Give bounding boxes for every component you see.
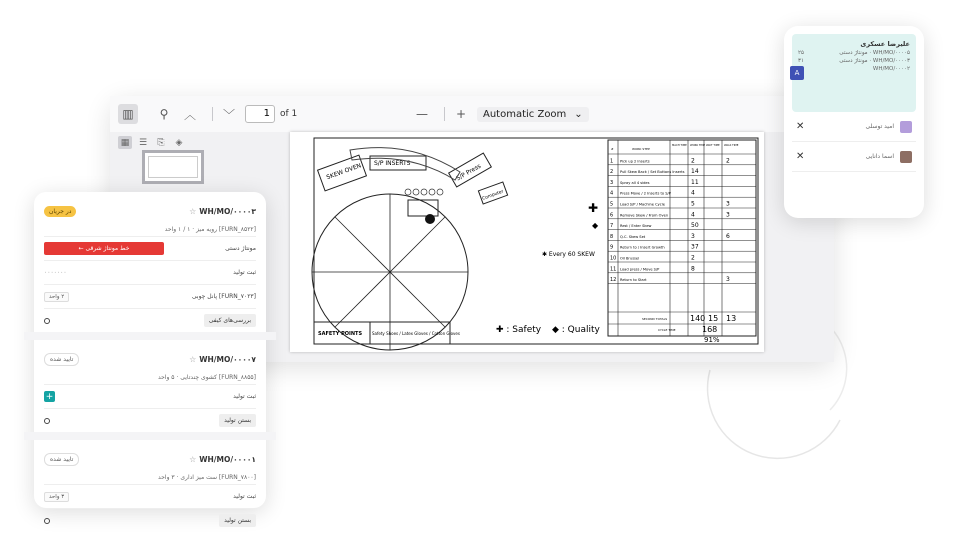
zoom-select[interactable]: [477, 107, 589, 122]
cycle-time-label: CYCLE TIME: [658, 328, 676, 332]
section-divider: [24, 432, 276, 440]
previous-page-icon[interactable]: ︿: [183, 107, 196, 122]
workcenter-button[interactable]: خط مونتاژ شرقی ←: [44, 242, 164, 255]
work-step-table: [608, 140, 756, 344]
step-number: 10: [610, 255, 617, 262]
serial-placeholder[interactable]: ۰۰۰۰۰۰۰: [44, 269, 67, 276]
work-order-ref: WH/MO/۰۰۰۰۳: [199, 206, 256, 216]
table-header-walk-time: WALK TIME: [724, 144, 739, 147]
next-page-icon[interactable]: ﹀: [222, 107, 235, 122]
close-production-row: [44, 408, 256, 432]
step-work-time: 2: [691, 254, 695, 262]
step-work-time: 8: [691, 265, 695, 273]
svg-text:✚: ✚: [588, 201, 599, 215]
register-production-row: [44, 384, 256, 408]
close-production-button[interactable]: بستن تولید: [219, 514, 256, 527]
cycle-time-value: 168: [702, 325, 718, 334]
operator-row[interactable]: [792, 112, 916, 142]
totals-label: SECOND TOTALS: [642, 317, 668, 321]
page-number-input[interactable]: 1: [245, 105, 275, 123]
step-description: Load press / Move S/P: [620, 267, 660, 272]
quantity-chip[interactable]: ۳ واحد: [44, 492, 69, 502]
section-divider: [24, 332, 276, 340]
active-operator[interactable]: [792, 34, 916, 112]
pdf-toolbar: [110, 96, 834, 132]
zoom-out-button[interactable]: —: [416, 107, 428, 121]
work-order-product: [FURN_۷۸۰۰] ست میز اداری · ۳ واحد: [158, 473, 256, 481]
step-description: Remove Skew / From Oven: [620, 213, 669, 218]
work-standard-sheet: [290, 132, 764, 352]
legend-quality: ◆ : Quality: [552, 325, 600, 335]
walk-total: 13: [726, 314, 737, 323]
star-icon[interactable]: ☆: [189, 354, 197, 364]
operator-name: اسما دانایی: [865, 153, 894, 160]
page-count-label: of 1: [280, 109, 298, 119]
operator-task: [798, 50, 910, 56]
work-order-title: [189, 455, 256, 464]
table-header-work-time: WORK TIME: [690, 144, 706, 147]
component-label: [FURN_۷۰۲۳] پانل چوبی: [191, 293, 256, 300]
step-work-time: 4: [691, 211, 695, 219]
outline-view-icon[interactable]: ☰: [138, 137, 148, 148]
step-description: Press Move / 2 Inserts to S/P: [620, 191, 671, 196]
step-work-time: 37: [691, 243, 699, 251]
step-work-time: 2: [691, 157, 695, 165]
close-production-row: [44, 508, 256, 532]
register-production-label: ثبت تولید: [233, 393, 256, 400]
step-walk-time: 3: [726, 211, 730, 219]
add-icon[interactable]: +: [45, 391, 54, 402]
every-skew-note: ✱ Every 60 SKEW: [542, 251, 595, 258]
avatar: [900, 121, 912, 133]
quantity-chip[interactable]: ۲ واحد: [44, 292, 69, 302]
operator-row[interactable]: [792, 142, 916, 172]
record-icon[interactable]: [44, 418, 50, 424]
thumbnails-view-icon[interactable]: ▦: [118, 136, 132, 149]
record-icon[interactable]: [44, 518, 50, 524]
pdf-page: [290, 132, 764, 352]
safety-note: Safety Shoes / Latex Gloves / Cotton Gloves: [372, 331, 460, 336]
step-number: 5: [610, 201, 614, 208]
task-label: WH/MO/۰۰۰۰۲: [872, 66, 910, 72]
operation-label: مونتاژ دستی: [225, 245, 256, 252]
search-icon[interactable]: ⚲: [159, 107, 169, 121]
step-number: 4: [610, 190, 614, 197]
skew-oven-label: SKEW OVEN: [325, 162, 363, 182]
star-icon[interactable]: ☆: [189, 454, 197, 464]
task-duration: ۲۵: [798, 50, 804, 56]
zoom-controls: [412, 104, 589, 124]
work-order-2[interactable]: [34, 348, 266, 432]
work-total: 140: [690, 314, 706, 323]
toolbar-divider: [212, 107, 213, 121]
operator-task: [798, 66, 910, 72]
cycle-percent: 91%: [704, 336, 720, 344]
step-description: Pull Skew Back / Set Buttons Inserts: [620, 170, 685, 175]
svg-text:◆: ◆: [592, 221, 599, 230]
close-icon[interactable]: ✕: [796, 121, 805, 132]
register-production-row: [44, 484, 256, 508]
task-label: WH/MO/۰۰۰۰۳ · مونتاژ دستی: [839, 58, 910, 64]
sip-press-label: S/P Press: [455, 162, 483, 183]
step-work-time: 5: [691, 200, 695, 208]
work-order-3[interactable]: [34, 448, 266, 532]
step-number: 7: [610, 223, 614, 230]
close-icon[interactable]: ✕: [796, 151, 805, 162]
avatar: [900, 151, 912, 163]
step-description: Return to / Insert Growth: [620, 245, 665, 250]
work-order-ref: WH/MO/۰۰۰۰۷: [199, 354, 256, 364]
step-walk-time: 3: [726, 200, 730, 208]
step-number: 8: [610, 233, 614, 240]
register-production-row: [44, 260, 256, 284]
quality-check-row: [44, 308, 256, 332]
work-order-product: [FURN_۸۵۲۲] رویه میز · ۱ / ۱ واحد: [164, 225, 256, 233]
task-label: WH/MO/۰۰۰۰۵ · مونتاژ دستی: [839, 50, 910, 56]
step-description: Q.C. Skew Set: [620, 234, 646, 239]
sip-inserts-label: S/P INSERTS: [374, 160, 411, 167]
work-order-1[interactable]: [34, 200, 266, 332]
step-work-time: 4: [691, 189, 695, 197]
step-description: Pick up 2 Inserts: [620, 159, 650, 164]
step-number: 6: [610, 212, 614, 219]
step-number: 11: [610, 266, 617, 273]
step-description: Load S/P / Machine Cycle: [620, 202, 665, 207]
computer-label: Computer: [481, 189, 505, 202]
zoom-in-button[interactable]: +: [455, 107, 467, 121]
task-duration: ۳۱: [798, 58, 804, 64]
operation-row: [44, 236, 256, 260]
step-work-time: 11: [691, 178, 699, 186]
component-row: [44, 284, 256, 308]
step-number: 1: [610, 158, 614, 165]
zoom-select-value: Automatic Zoom: [483, 108, 567, 120]
register-production-label: ثبت تولید: [233, 269, 256, 276]
operator-name: علیرضا عسکری: [860, 40, 910, 48]
step-number: 9: [610, 244, 614, 251]
status-badge: در جریان: [44, 206, 76, 217]
step-walk-time: 6: [726, 232, 730, 240]
chevron-down-icon: ⌄: [574, 108, 583, 120]
work-orders-card: [34, 192, 266, 524]
step-number: 2: [610, 169, 614, 176]
work-order-title: [189, 355, 256, 364]
operator-task: [798, 58, 910, 64]
page-thumbnail[interactable]: [142, 150, 204, 184]
step-walk-time: 2: [726, 157, 730, 165]
document-area: [224, 132, 834, 362]
wait-total: 15: [708, 314, 719, 323]
step-work-time: 3: [691, 232, 695, 240]
table-header-work-step: WORK STEP: [632, 147, 650, 151]
avatar: A: [790, 66, 804, 80]
work-order-title: [189, 207, 256, 216]
layers-view-icon[interactable]: ◈: [175, 137, 183, 148]
close-production-button[interactable]: بستن تولید: [219, 414, 256, 427]
work-order-ref: WH/MO/۰۰۰۰۱: [199, 454, 256, 464]
star-icon[interactable]: ☆: [189, 206, 197, 216]
table-header-mach-time: MACH TIME: [672, 144, 687, 147]
step-description: Return to Start: [620, 278, 647, 283]
table-header-wait-time: WAIT TIME: [706, 144, 720, 147]
status-badge: تایید شده: [44, 353, 79, 366]
status-badge: تایید شده: [44, 453, 79, 466]
quality-check-button[interactable]: بررسی‌های کیفی: [204, 314, 256, 327]
step-number: 12: [610, 277, 617, 284]
step-number: 3: [610, 179, 614, 186]
legend-safety: ✚ : Safety: [496, 325, 542, 335]
safety-points-label: SAFETY POINTS: [318, 331, 363, 337]
step-walk-time: 3: [726, 276, 730, 284]
step-description: Oil Brussel: [620, 256, 640, 261]
step-description: Rest / Enter Skew: [620, 224, 652, 229]
register-production-label: ثبت تولید: [233, 493, 256, 500]
step-work-time: 14: [691, 168, 699, 176]
attachments-view-icon[interactable]: ⎘: [157, 137, 165, 148]
work-order-product: [FURN_۸۸۵۵] کشوی چندتایی · ۵ واحد: [157, 373, 256, 381]
operator-name: امید توسلی: [865, 123, 894, 130]
step-description: Spray all 4 sides: [620, 180, 650, 185]
step-work-time: 50: [691, 222, 699, 230]
toolbar-divider: [444, 107, 445, 121]
record-icon[interactable]: [44, 318, 50, 324]
sidebar-toggle-icon[interactable]: ▥: [118, 104, 138, 124]
operators-panel: [784, 26, 924, 218]
table-header-number: #: [611, 147, 614, 151]
